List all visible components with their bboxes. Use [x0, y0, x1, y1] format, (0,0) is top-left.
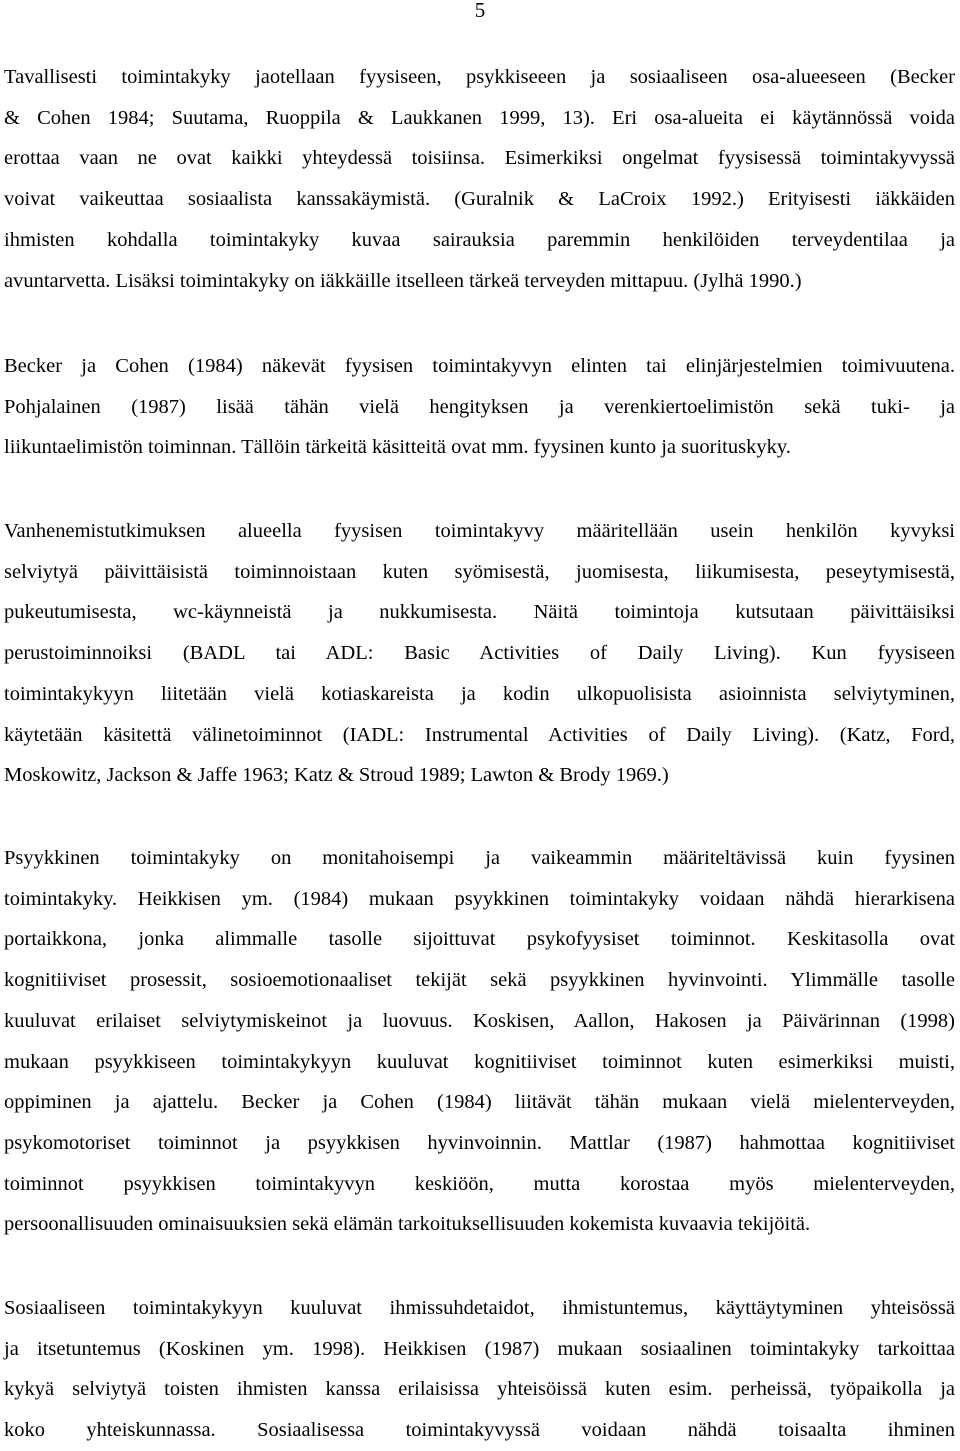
text-line: toimintakyky. Heikkisen ym. (1984) mukaan psyykkinen toimintakyky voidaan nähdä hierarkisena: [4, 887, 955, 910]
text-line: ihmisten kohdalla toimintakyky kuvaa sairauksia paremmin henkilöiden terveydentilaa ja: [4, 228, 955, 251]
text-line: persoonallisuuden ominaisuuksien sekä elämän tarkoituksellisuuden kokemista kuvaavia tekijöitä.: [4, 1213, 811, 1236]
paragraph-3: [4, 511, 955, 796]
text-line: & Cohen 1984; Suutama, Ruoppila & Laukkanen 1999, 13). Eri osa-alueita ei käytännössä voida: [4, 106, 955, 129]
text-line: pukeutumisesta, wc-käynneistä ja nukkumisesta. Näitä toimintoja kutsutaan päivittäisiksi: [4, 601, 955, 624]
page-number: 5: [474, 0, 486, 22]
text-line: Becker ja Cohen (1984) näkevät fyysisen toimintakyvyn elinten tai elinjärjestelmien toimivuutena.: [4, 355, 955, 377]
paragraph-4: [4, 838, 955, 1245]
text-line: Tavallisesti toimintakyky jaotellaan fyysiseen, psykkiseeen ja sosiaaliseen osa-alueeseen (Becker: [4, 66, 955, 88]
text-line: Pohjalainen (1987) lisää tähän vielä hengityksen ja verenkiertoelimistön sekä tuki- ja: [4, 395, 955, 418]
text-line: toiminnot psyykkisen toimintakyvyn keskiöön, mutta korostaa myös mielenterveyden,: [4, 1172, 955, 1195]
text-line: Psyykkinen toimintakyky on monitahoisempi ja vaikeammin määriteltävissä kuin fyysinen: [4, 847, 955, 869]
paragraph-1: [4, 57, 955, 301]
text-line: kognitiiviset prosessit, sosioemotionaaliset tekijät sekä psyykkinen hyvinvointi. Ylimmälle tasolle: [4, 969, 955, 992]
text-line: kuuluvat erilaiset selviytymiskeinot ja luovuus. Koskisen, Aallon, Hakosen ja Päivärinnan (1998): [4, 1009, 955, 1032]
paragraph-5: [4, 1288, 955, 1451]
text-line: voivat vaikeuttaa sosiaalista kanssakäymistä. (Guralnik & LaCroix 1992.) Erityisesti iäkkäiden: [4, 188, 955, 211]
text-line: erottaa vaan ne ovat kaikki yhteydessä toisiinsa. Esimerkiksi ongelmat fyysisessä toimintakyvyssä: [4, 147, 955, 170]
text-line: portaikkona, jonka alimmalle tasolle sijoittuvat psykofyysiset toiminnot. Keskitasolla ovat: [4, 928, 955, 951]
text-line: koko yhteiskunnassa. Sosiaalisessa toimintakyvyssä voidaan nähdä toisaalta ihminen: [4, 1419, 955, 1442]
text-line: toimintakykyyn liitetään vielä kotiaskareista ja kodin ulkopuolisista asioinnista selviytyminen,: [4, 682, 955, 705]
paragraph-2: [4, 346, 955, 468]
text-line: psykomotoriset toiminnot ja psyykkisen hyvinvoinnin. Mattlar (1987) hahmottaa kognitiiviset: [4, 1131, 955, 1154]
text-line: käytetään käsitettä välinetoiminnot (IADL: Instrumental Activities of Daily Living). (Katz, Ford,: [4, 723, 955, 746]
text-line: selviytyä päivittäisistä toiminnoistaan kuten syömisestä, juomisesta, liikumisesta, peseytymisestä,: [4, 560, 955, 583]
text-line: perustoiminnoiksi (BADL tai ADL: Basic Activities of Daily Living). Kun fyysiseen: [4, 642, 955, 665]
text-line: ja itsetuntemus (Koskinen ym. 1998). Heikkisen (1987) mukaan sosiaalinen toimintakyky tarkoittaa: [4, 1337, 955, 1360]
text-line: avuntarvetta. Lisäksi toimintakyky on iäkkäille itselleen tärkeä terveyden mittapuu. (Jylhä 1990.): [4, 269, 802, 292]
text-line: mukaan psyykkiseen toimintakykyyn kuuluvat kognitiiviset toiminnot kuten esimerkiksi muisti,: [4, 1050, 955, 1073]
text-line: Sosiaaliseen toimintakykyyn kuuluvat ihmissuhdetaidot, ihmistuntemus, käyttäytyminen yhteisössä: [4, 1297, 955, 1319]
text-line: kykyä selviytyä toisten ihmisten kanssa erilaisissa yhteisöissä kuten esim. perheissä, työpaikolla ja: [4, 1378, 955, 1401]
text-line: oppiminen ja ajattelu. Becker ja Cohen (1984) liitävät tähän mukaan vielä mielenterveyden,: [4, 1091, 955, 1114]
text-line: liikuntaelimistön toiminnan. Tällöin tärkeitä käsitteitä ovat mm. fyysinen kunto ja suorituskyky.: [4, 436, 791, 459]
text-line: Moskowitz, Jackson & Jaffe 1963; Katz & Stroud 1989; Lawton & Brody 1969.): [4, 764, 669, 787]
text-line: Vanhenemistutkimuksen alueella fyysisen toimintakyvy määritellään usein henkilön kyvyksi: [4, 520, 955, 542]
